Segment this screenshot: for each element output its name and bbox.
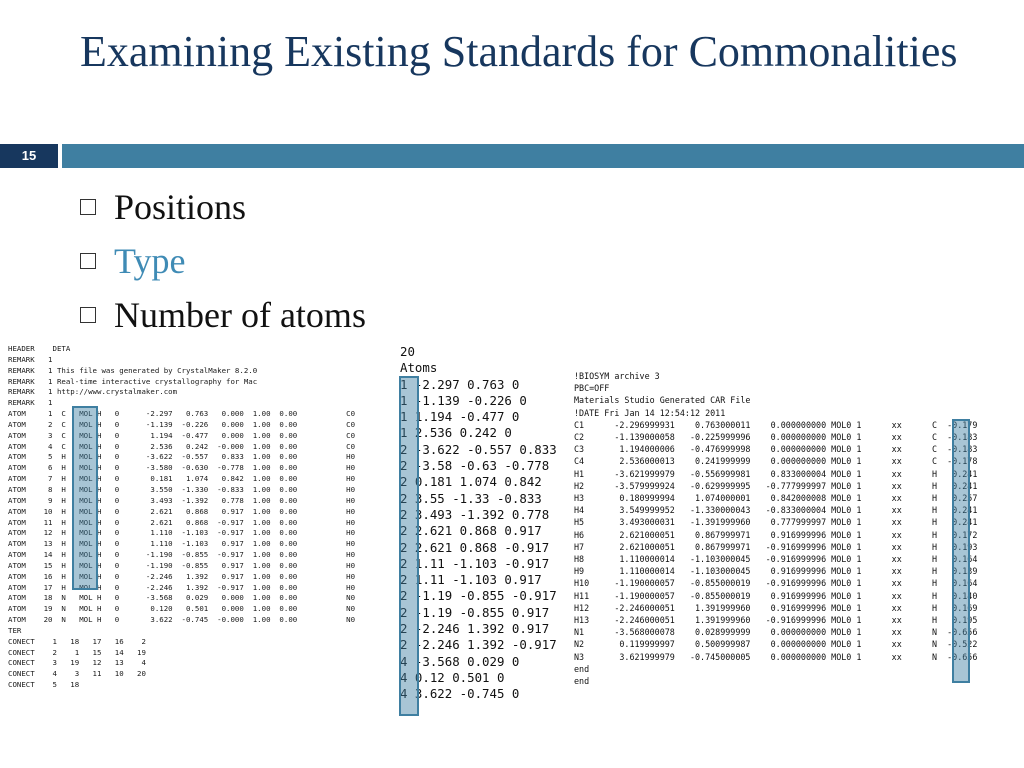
file-line: CONECT 1 18 17 16 2 — [8, 636, 146, 646]
file-line: 2 -2.246 1.392 -0.917 — [400, 637, 557, 653]
file-line: C3 1.194000006 -0.476999998 0.000000000 MOL0 1 xx C -0.183 — [574, 444, 978, 455]
file-line: ATOM 18 N MOL H 0 -3.568 0.029 0.000 1.00 0.00 N0 — [8, 593, 356, 603]
file-line: H4 3.549999952 -1.330000043 -0.833000004 MOL0 1 xx H 0.241 — [574, 505, 978, 516]
file-line: REMARK 1 — [8, 398, 53, 408]
file-line: 4 -3.568 0.029 0 — [400, 653, 520, 669]
bullet-text: Positions — [114, 187, 247, 227]
element-column-highlight — [72, 406, 98, 590]
file-line: C2 -1.139000058 -0.225999996 0.000000000 MOL0 1 xx C -0.183 — [574, 432, 978, 443]
file-line: CONECT 5 18 — [8, 680, 80, 690]
file-line: CONECT 2 1 15 14 19 — [8, 647, 146, 657]
file-line: ATOM 17 H MOL H 0 -2.246 1.392 -0.917 1.00 0.00 H0 — [8, 582, 356, 592]
file-line: H10 -1.190000057 -0.855000019 -0.916999996 MOL0 1 xx H 0.164 — [574, 578, 978, 589]
file-line: PBC=OFF — [574, 383, 610, 394]
file-line: REMARK 1 Real-time interactive crystallography for Mac — [8, 376, 258, 386]
bullet-item-number-of-atoms — [80, 288, 366, 342]
file-line: 2 -3.622 -0.557 0.833 — [400, 441, 557, 457]
file-line: ATOM 2 C MOL H 0 -1.139 -0.226 0.000 1.00 0.00 C0 — [8, 419, 356, 429]
file-line: ATOM 8 H MOL H 0 3.550 -1.330 -0.833 1.00 0.00 H0 — [8, 484, 356, 494]
file-line: 2 2.621 0.868 -0.917 — [400, 539, 550, 555]
file-line: C1 -2.296999931 0.763000011 0.000000000 MOL0 1 xx C -0.179 — [574, 419, 978, 430]
file-line: !DATE Fri Jan 14 12:54:12 2011 — [574, 407, 726, 418]
file-line: Materials Studio Generated CAR File — [574, 395, 751, 406]
file-line: H11 -1.190000057 -0.855000019 0.916999996 MOL0 1 xx H 0.140 — [574, 590, 978, 601]
file-line: ATOM 10 H MOL H 0 2.621 0.868 0.917 1.00 0.00 H0 — [8, 506, 356, 516]
file-line: ATOM 13 H MOL H 0 1.110 -1.103 0.917 1.00 0.00 H0 — [8, 539, 356, 549]
file-line: H3 0.180999994 1.074000001 0.842000008 MOL0 1 xx H 0.257 — [574, 493, 978, 504]
car-file-excerpt — [574, 370, 1020, 706]
file-line: 1 -2.297 0.763 0 — [400, 376, 520, 392]
slide-title: Examining Existing Standards for Commonalities — [80, 27, 958, 76]
file-line: ATOM 14 H MOL H 0 -1.190 -0.855 -0.917 1.00 0.00 H0 — [8, 550, 356, 560]
xyz-file-excerpt — [400, 344, 570, 714]
file-line: 2 0.181 1.074 0.842 — [400, 474, 542, 490]
file-line: ATOM 5 H MOL H 0 -3.622 -0.557 0.833 1.00 0.00 H0 — [8, 452, 356, 462]
bullet-text: Type — [114, 241, 186, 281]
file-line: 2 -3.58 -0.63 -0.778 — [400, 458, 550, 474]
title-divider-bar — [62, 144, 1024, 168]
file-line: CONECT 4 3 11 10 20 — [8, 669, 146, 679]
file-line: H9 1.110000014 -1.103000045 0.916999996 MOL0 1 xx H 0.139 — [574, 566, 978, 577]
file-line: end — [574, 663, 590, 674]
file-line: ATOM 7 H MOL H 0 0.181 1.074 0.842 1.00 0.00 H0 — [8, 474, 356, 484]
file-line: C4 2.536000013 0.241999999 0.000000000 MOL0 1 xx C -0.178 — [574, 456, 978, 467]
square-bullet-icon — [80, 307, 96, 323]
file-line: end — [574, 676, 590, 687]
file-line: 20 — [400, 344, 415, 359]
file-line: 2 -1.19 -0.855 -0.917 — [400, 588, 557, 604]
file-line: 2 2.621 0.868 0.917 — [400, 523, 542, 539]
file-line: REMARK 1 — [8, 354, 53, 364]
file-line: H6 2.621000051 0.867999971 0.916999996 MOL0 1 xx H 0.172 — [574, 529, 978, 540]
file-line: ATOM 9 H MOL H 0 3.493 -1.392 0.778 1.00 0.00 H0 — [8, 495, 356, 505]
square-bullet-icon — [80, 199, 96, 215]
pdb-file-excerpt — [8, 344, 392, 708]
file-line: REMARK 1 http://www.crystalmaker.com — [8, 387, 178, 397]
file-line: 4 3.622 -0.745 0 — [400, 686, 520, 702]
slide-number-badge: 15 — [0, 144, 58, 168]
file-line: Atoms — [400, 360, 438, 376]
file-line: ATOM 16 H MOL H 0 -2.246 1.392 0.917 1.00 0.00 H0 — [8, 571, 356, 581]
file-line: ATOM 3 C MOL H 0 1.194 -0.477 0.000 1.00 0.00 C0 — [8, 430, 356, 440]
file-line: H8 1.110000014 -1.103000045 -0.916999996 MOL0 1 xx H 0.164 — [574, 554, 978, 565]
file-line: ATOM 12 H MOL H 0 1.110 -1.103 -0.917 1.00 0.00 H0 — [8, 528, 356, 538]
file-line: 2 3.55 -1.33 -0.833 — [400, 490, 542, 506]
type-column-highlight — [399, 376, 419, 716]
file-line: H2 -3.579999924 -0.629999995 -0.777999997 MOL0 1 xx H 0.241 — [574, 480, 978, 491]
file-line: HEADER DETA — [8, 344, 71, 353]
bullet-item-positions — [80, 180, 366, 234]
file-line: H5 3.493000031 -1.391999960 0.777999997 MOL0 1 xx H 0.241 — [574, 517, 978, 528]
bullet-item-type — [80, 234, 366, 288]
file-line: 2 1.11 -1.103 0.917 — [400, 572, 542, 588]
square-bullet-icon — [80, 253, 96, 269]
bullet-text: Number of atoms — [114, 295, 366, 335]
file-line: 4 0.12 0.501 0 — [400, 669, 505, 685]
file-line: ATOM 4 C MOL H 0 2.536 0.242 -0.000 1.00 0.00 C0 — [8, 441, 356, 451]
file-line: 2 3.493 -1.392 0.778 — [400, 506, 550, 522]
file-line: CONECT 3 19 12 13 4 — [8, 658, 146, 668]
file-line: 1 2.536 0.242 0 — [400, 425, 512, 441]
file-line: ATOM 20 N MOL H 0 3.622 -0.745 -0.000 1.00 0.00 N0 — [8, 615, 356, 625]
file-line: ATOM 1 C MOL H 0 -2.297 0.763 0.000 1.00 0.00 C0 — [8, 409, 356, 419]
file-line: 1 1.194 -0.477 0 — [400, 409, 520, 425]
file-line: H13 -2.246000051 1.391999960 -0.916999996 MOL0 1 xx H 0.195 — [574, 615, 978, 626]
file-line: ATOM 15 H MOL H 0 -1.190 -0.855 0.917 1.00 0.00 H0 — [8, 560, 356, 570]
element-column-highlight — [952, 419, 970, 683]
file-line: ATOM 19 N MOL H 0 0.120 0.501 0.000 1.00 0.00 N0 — [8, 604, 356, 614]
file-line: H1 -3.621999979 -0.556999981 0.833000004 MOL0 1 xx H 0.241 — [574, 468, 978, 479]
file-line: !BIOSYM archive 3 — [574, 371, 660, 381]
file-line: N2 0.119999997 0.500999987 0.000000000 MOL0 1 xx N -0.522 — [574, 639, 978, 650]
file-line: H12 -2.246000051 1.391999960 0.916999996 MOL0 1 xx H 0.169 — [574, 602, 978, 613]
file-line: ATOM 11 H MOL H 0 2.621 0.868 -0.917 1.00 0.00 H0 — [8, 517, 356, 527]
file-line: 2 1.11 -1.103 -0.917 — [400, 555, 550, 571]
file-line: 1 -1.139 -0.226 0 — [400, 392, 527, 408]
file-line: N3 3.621999979 -0.745000005 0.000000000 MOL0 1 xx N -0.656 — [574, 651, 978, 662]
file-line: H7 2.621000051 0.867999971 -0.916999996 MOL0 1 xx H 0.193 — [574, 541, 978, 552]
file-line: 2 -1.19 -0.855 0.917 — [400, 604, 550, 620]
file-line: N1 -3.568000078 0.028999999 0.000000000 MOL0 1 xx N -0.656 — [574, 627, 978, 638]
file-line: TER — [8, 625, 22, 635]
file-line: ATOM 6 H MOL H 0 -3.580 -0.630 -0.778 1.00 0.00 H0 — [8, 463, 356, 473]
file-line: 2 -2.246 1.392 0.917 — [400, 621, 550, 637]
file-line: REMARK 1 This file was generated by CrystalMaker 8.2.0 — [8, 365, 258, 375]
bullet-list — [80, 180, 366, 342]
